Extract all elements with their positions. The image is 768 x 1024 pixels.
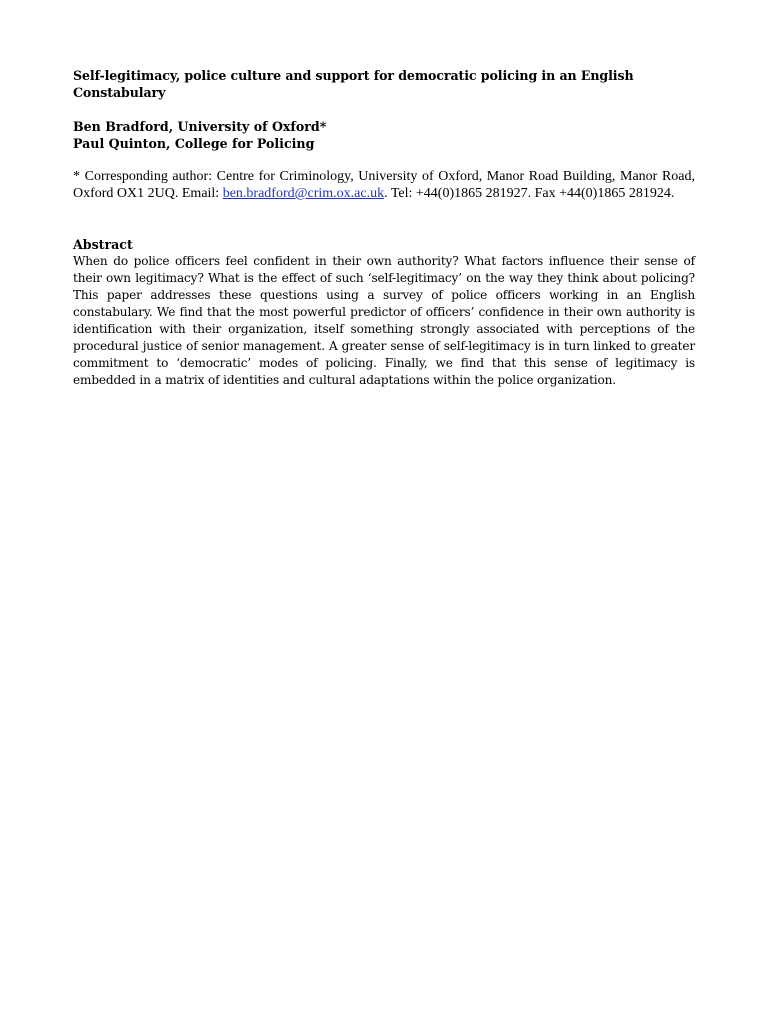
corresponding-prefix: * Corresponding author: Centre for Criminology, University of Oxford, Manor Road Building, Manor Road, Oxford OX1 2UQ. Email:: [73, 169, 695, 201]
email-link[interactable]: ben.bradford@crim.ox.ac.uk: [222, 186, 385, 201]
corresponding-suffix: . Tel: +44(0)1865 281927. Fax +44(0)1865 281924.: [384, 186, 675, 201]
abstract-heading: Abstract: [73, 237, 133, 252]
paper-title: Self-legitimacy, police culture and support for democratic policing in an English Constabulary: [73, 68, 634, 100]
author-2: Paul Quinton, College for Policing: [73, 136, 315, 151]
abstract-text: When do police officers feel confident in their own authority? What factors influence their sense of their own legitimacy? What is the effect of such ‘self-legitimacy’ on the way they think about policing? This paper addresses these questions using a survey of police officers working in an English constabulary. We find that the most powerful predictor of officers’ confidence in their own authority is identification with their organization, itself something strongly associated with perceptions of the procedural justice of senior management. A greater sense of self-legitimacy is in turn linked to greater commitment to ‘democratic’ modes of policing. Finally, we find that this sense of legitimacy is embedded in a matrix of identities and cultural adaptations within the police organization.: [73, 254, 695, 387]
author-list: [73, 118, 695, 152]
corresponding-author-note: [73, 168, 695, 202]
document-page: [73, 67, 695, 389]
author-1: Ben Bradford, University of Oxford*: [73, 119, 327, 134]
